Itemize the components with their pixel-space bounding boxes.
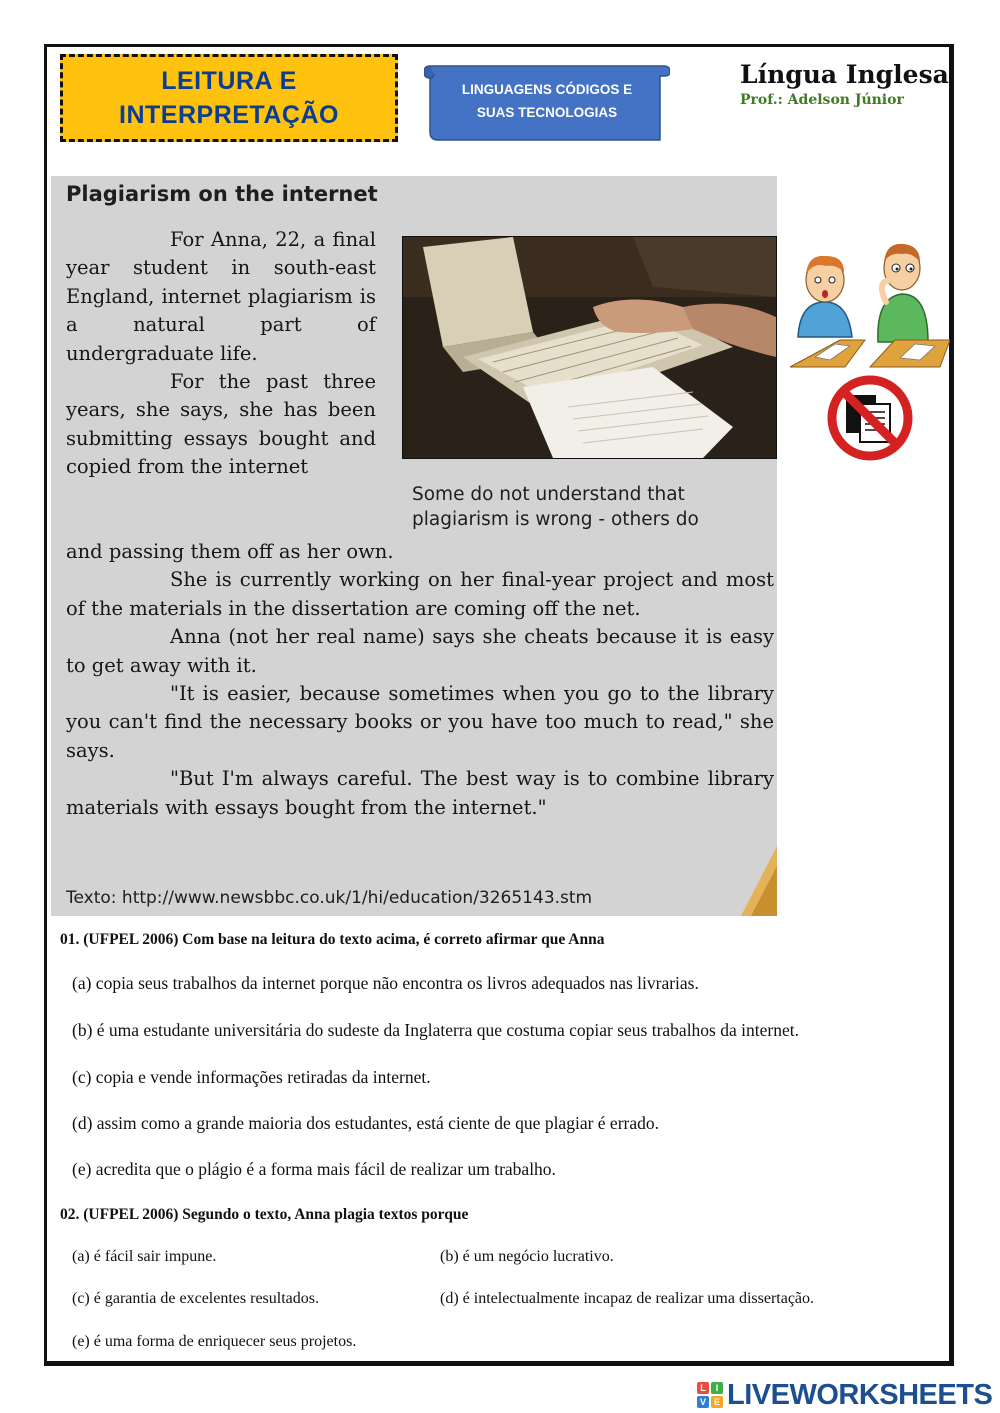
photo-caption	[412, 482, 772, 532]
article-full-text	[66, 538, 774, 822]
section-badge	[60, 54, 398, 142]
subject-title: Língua Inglesa	[740, 60, 949, 89]
liveworksheets-logo[interactable]	[697, 1378, 992, 1412]
cheating-students-illustration	[790, 232, 950, 467]
badge-line-1: LEITURA E	[161, 67, 297, 95]
q1-option-d[interactable]: (d) assim como a grande maioria dos estudantes, está ciente de que plagiar é errado.	[72, 1113, 659, 1133]
article-source: Texto: http://www.newsbbc.co.uk/1/hi/education/3265143.stm	[66, 888, 593, 908]
student-computer-photo-icon	[403, 237, 776, 458]
article-photo	[402, 236, 777, 459]
paragraph-5: "It is easier, because sometimes when you go to the library you can't find the necessary books or you have too much to read," she says.	[66, 682, 774, 762]
q2-option-e[interactable]: (e) é uma forma de enriquecer seus projetos.	[72, 1333, 357, 1350]
area-line-2: SUAS TECNOLOGIAS	[476, 105, 618, 120]
paragraph-2-start: For the past three years, she says, she has been submitting essays bought and copied from the internet	[66, 370, 376, 479]
caption-line-1: Some do not understand that	[412, 484, 685, 505]
paragraph-6: "But I'm always careful. The best way is to combine library materials with essays bought from the internet."	[66, 767, 774, 819]
page-curl-icon	[741, 846, 777, 916]
q1-option-e[interactable]: (e) acredita que o plágio é a forma mais fácil de realizar um trabalho.	[72, 1159, 556, 1179]
liveworksheets-logo-icon	[697, 1382, 723, 1408]
question-2-prompt: 02. (UFPEL 2006) Segundo o texto, Anna plagia textos porque	[60, 1206, 469, 1223]
article-panel	[51, 176, 777, 916]
q2-option-d[interactable]: (d) é intelectualmente incapaz de realizar uma dissertação.	[440, 1290, 815, 1307]
q1-option-c[interactable]: (c) copia e vende informações retiradas da internet.	[72, 1067, 431, 1087]
logo-letter-i: I	[711, 1382, 723, 1394]
paragraph-3: She is currently working on her final-year project and most of the materials in the dissertation are coming off the net.	[66, 568, 774, 620]
article-title: Plagiarism on the internet	[66, 182, 378, 206]
q1-option-b[interactable]: (b) é uma estudante universitária do sudeste da Inglaterra que costuma copiar seus trabalhos da internet.	[72, 1020, 799, 1040]
badge-line-2: INTERPRETAÇÃO	[119, 101, 339, 129]
q2-option-b[interactable]: (b) é um negócio lucrativo.	[440, 1248, 614, 1265]
logo-letter-e: E	[711, 1396, 723, 1408]
q2-option-c[interactable]: (c) é garantia de excelentes resultados.	[72, 1290, 319, 1307]
logo-letter-v: V	[697, 1396, 709, 1408]
question-1-prompt: 01. (UFPEL 2006) Com base na leitura do texto acima, é correto afirmar que Anna	[60, 931, 605, 948]
paragraph-4: Anna (not her real name) says she cheats because it is easy to get away with it.	[66, 625, 774, 677]
area-banner	[424, 62, 670, 142]
caption-line-2: plagiarism is wrong - others do	[412, 509, 699, 530]
paragraph-2-end: and passing them off as her own.	[66, 540, 394, 563]
logo-letter-l: L	[697, 1382, 709, 1394]
paragraph-1: For Anna, 22, a final year student in south-east England, internet plagiarism is a natural part of undergraduate life.	[66, 228, 376, 365]
brand-name: LIVEWORKSHEETS	[727, 1378, 993, 1411]
teacher-name: Prof.: Adelson Júnior	[740, 92, 904, 108]
article-column-text	[66, 226, 376, 482]
q1-option-a[interactable]: (a) copia seus trabalhos da internet porque não encontra os livros adequados nas livrarias.	[72, 973, 699, 993]
q2-option-a[interactable]: (a) é fácil sair impune.	[72, 1248, 217, 1265]
area-line-1: LINGUAGENS CÓDIGOS E	[461, 82, 633, 97]
